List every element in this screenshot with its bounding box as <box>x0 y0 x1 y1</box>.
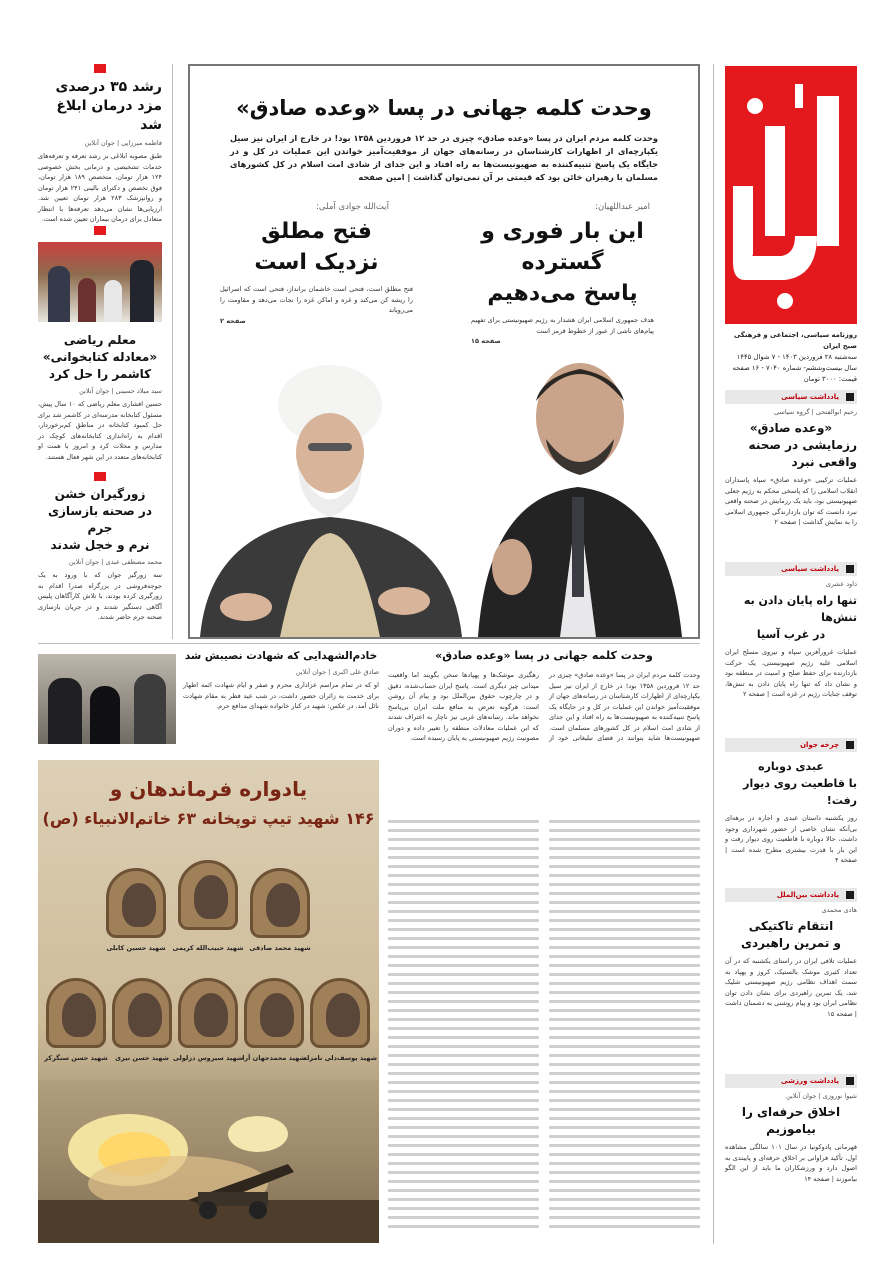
mourn-story[interactable] <box>38 648 379 748</box>
section-header: یادداشت سیاسی <box>725 390 857 404</box>
headline: وحدت کلمه جهانی در پسا «وعده صادق» <box>435 649 653 662</box>
martyr-portrait <box>250 868 310 938</box>
martyr-name: شهید حسن نیری <box>115 1054 169 1062</box>
memorial-poster[interactable] <box>38 760 379 1243</box>
article-body: سه زورگیر جوان که با ورود به یک جوجه‌فروشی در بزرگراه صدرا اقدام به زورگیری کرده بودند، با تلاش کارآگاهان پلیس آگاهی دستگیر شدند و در جریان بازسازی صحنه جرم حاضر شدند. <box>38 571 162 621</box>
row-rule <box>38 643 700 644</box>
right-section-2 <box>725 562 857 738</box>
headline-line: در صحنه بازسازی جرم <box>48 504 152 535</box>
issue-number: سال بیست‌وششم- شماره ۷۰۴۰ - ۱۶ صفحه <box>732 364 857 372</box>
author: هادی محمدی <box>821 906 857 914</box>
headline-line: معلم ریاضی <box>63 333 137 347</box>
column-rule <box>172 64 173 639</box>
martyr-name: شهید محمد صادقی <box>249 944 311 952</box>
article-body: روز یکشنبه داستان عبدی و اجاره در برهه‌ای بی‌آنکه نشان خاصی از حضور شهرداری وجود داشت، حالا دوباره با قاطعیت روی دیوار رفت و این بار با قدرت بیشتری مطرح شده است | صفحه ۴ <box>725 814 857 864</box>
headline-line: اخلاق حرفه‌ای را <box>741 1105 841 1119</box>
poster-title-line: یادواره فرماندهان و <box>109 777 308 801</box>
author: فاطمه میرزایی | جوان آنلاین <box>84 139 162 147</box>
article-body: او که در تمام مراسم عزاداری محرم و صفر و ایام شهادت ائمه اطهار برای خدمت به زائران حضور داشت، در شب عید فطر به مقام شهادت نائل آمد. در عکس: شهید در کنار خانواده شهدای مدافع حرم. <box>183 681 379 710</box>
minister-illustration <box>468 347 698 637</box>
story-title <box>445 216 680 309</box>
martyr-portrait <box>310 978 370 1048</box>
martyr-name: شهید حسین کابلی <box>106 944 166 952</box>
section-header: یادداشت بین‌الملل <box>725 888 857 902</box>
headline[interactable] <box>725 918 857 952</box>
author: محمد مصطفی عبدی | جوان آنلاین <box>68 558 162 566</box>
left-column <box>38 64 162 636</box>
page-ref[interactable]: صفحه ۲ <box>220 316 246 325</box>
poster-title-line: ۱۴۶ شهید تیپ توپخانه ۶۳ خاتم‌الانبیاء (ص) <box>42 809 375 828</box>
martyr-portrait <box>112 978 172 1048</box>
main-feature-box <box>188 64 700 639</box>
poster-title <box>38 774 379 834</box>
headline[interactable] <box>725 420 857 471</box>
left-story-2[interactable] <box>38 242 162 472</box>
masthead-logo <box>725 66 857 324</box>
headline[interactable] <box>725 758 857 809</box>
cleric-illustration <box>190 357 470 637</box>
martyr-portrait <box>244 978 304 1048</box>
headline <box>38 332 162 383</box>
right-column <box>725 390 857 1244</box>
martyr-portrait <box>178 860 238 930</box>
tagline: روزنامه سیاسی، اجتماعی و فرهنگی صبح ایران <box>734 331 857 350</box>
headline-line: «معادله کتابخوانی» <box>42 350 158 364</box>
story-kicker: آیت‌الله جوادی آملی: <box>316 202 389 212</box>
section-header: چرخه جوان <box>725 738 857 752</box>
author: داود عشری <box>825 580 857 588</box>
headline: رشد ۳۵ درصدی مزد درمان ابلاغ شد <box>55 79 162 133</box>
article-body: طبق مصوبه ابلاغی بر رشد تعرفه و تعرفه‌های خدمات تشخیصی و درمانی بخش خصوصی ۱۲۴ هزار تومان، متخصص ۱۸۹ هزار تومان، فوق تخصص و دکترای بالینی ۲۴۱ هزار تومان و روانپزشک ۲۸۳ هزار تومان تعیین شد. ارزیابی‌ها نشان می‌دهد تعرفه‌ها با انتظار متعادل برای درمان بیماران تعیین شده است. <box>38 152 162 223</box>
page-ref[interactable]: صفحه ۱۵ <box>471 337 501 345</box>
martyr-portrait <box>178 978 238 1048</box>
story-kicker: امیر عبداللهیان: <box>595 202 650 212</box>
library-photo <box>38 242 162 322</box>
headline-line: کاشمر را حل کرد <box>48 367 152 381</box>
main-lead: وحدت کلمه مردم ایران در پسا «وعده صادق» چیزی در حد ۱۲ فروردین ۱۳۵۸ بود! در خارج از ایران نیز سیل یکپارچه‌ای از اظهارات کارشناسان در رسانه‌های جهان از موفقیت‌آمیز خواندن این عملیات در کل و در جایگاه یک پاسخ تنبیه‌کننده به صهیونیست‌ها به راه افتاد و این جدای از شادی امت اسلام در کل کشورهای مسلمان با رهبران خائن بود که قیمتی بر آن نمی‌توان گذاشت | امین صفحه <box>230 133 658 182</box>
headline[interactable] <box>725 1104 857 1138</box>
story-body: فتح مطلق است، فتحی است خاشمان برانداز، فتحی است که اسرائیل را ریشه کن می‌کند و غزه و اماکن غزه را نجات می‌دهد و مقاومت را می‌رویاند <box>220 285 413 314</box>
author: سید میلاد حسینی | جوان آنلاین <box>79 387 162 395</box>
masthead-info <box>725 330 857 385</box>
main-article-continued[interactable] <box>388 648 700 1243</box>
story-title-line: این بار فوری و گسترده <box>481 219 644 275</box>
column-rule <box>713 64 714 1244</box>
text-lines <box>388 820 539 1240</box>
martyr-name: شهید سیروس دزلولی <box>172 1054 244 1062</box>
photo-minister <box>468 347 698 637</box>
author: شیوا نوروزی | جوان آنلاین <box>786 1092 857 1100</box>
author: صادق علی اکبری | جوان آنلاین <box>295 668 379 676</box>
martyr-name: شهید حسن سنگرکر <box>44 1054 108 1062</box>
section-header: یادداشت سیاسی <box>725 562 857 576</box>
section-header: یادداشت ورزشی <box>725 1074 857 1088</box>
headline-line: و تمرین راهبردی <box>741 936 841 950</box>
mourn-text <box>183 648 379 712</box>
right-section-5 <box>725 1074 857 1244</box>
story-title <box>204 216 429 278</box>
headline-line: بیاموزیم <box>766 1122 816 1136</box>
headline-line: در غرب آسیا <box>756 628 826 641</box>
right-section-1 <box>725 390 857 562</box>
story-body: هدف جمهوری اسلامی ایران هشدار به رژیم صهیونیستی برای تفهیم پیام‌های ناشی از عبور از خطوط قرمز است <box>471 316 654 335</box>
text-lines <box>549 820 700 1240</box>
article-body: عملیات ترکیبی «وعده صادق» سپاه پاسداران انقلاب اسلامی را که پاسخی محکم به رژیم جعلی صهیونیستی بود، باید یک رزمایش در صحنه واقعی نبرد دانست که توان بازدارندگی جمهوری اسلامی را به نمایش گذاشت | صفحه ۲ <box>725 476 857 526</box>
text-filler <box>388 820 700 1240</box>
headline-line: عبدی دوباره <box>758 760 824 773</box>
headline[interactable] <box>725 592 857 643</box>
story-amir-abdollahian[interactable] <box>445 202 680 347</box>
headline-line: زورگیران خشن <box>54 487 146 501</box>
story-title-line: پاسخ می‌دهیم <box>487 281 638 306</box>
right-section-3 <box>725 738 857 888</box>
left-story-1[interactable] <box>38 78 162 226</box>
martyr-portrait <box>46 978 106 1048</box>
headline-line: «وعده صادق» <box>749 421 833 435</box>
headline: خادم‌الشهدایی که شهادت نصیبش شد <box>184 650 378 662</box>
headline-line: با قاطعیت روی دیوار رفت! <box>743 777 857 807</box>
headline-line: نرم و خجل شدند <box>50 538 150 552</box>
article-body: وحدت کلمه مردم ایران در پسا «وعده صادق» چیزی در حد ۱۲ فروردین ۱۳۵۸ بود! در خارج از ایران نیز سیل یکپارچه‌ای از اظهارات کارشناسان در رسانه‌های جهان از موفقیت‌آمیز خواندن این عملیات در کل و در جایگاه یک پاسخ تنبیه‌کننده به صهیونیست‌ها به راه افتاد و این جدای از شادی امت اسلام در کل کشورهای مسلمان است. صهیونیست‌ها شاید بتوانند در فضای تبلیغاتی خود از رهگیری موشک‌ها و پهپادها سخن بگویند اما واقعیت میدانی چیز دیگری است. پاسخ ایران حساب‌شده، دقیق و در چارچوب حقوق بین‌الملل بود و پیام آن روشن است: هرگونه تعرض به منافع ملت ایران بی‌پاسخ نخواهد ماند. رسانه‌های غربی نیز ناچار به اعتراف شدند که این عملیات معادلات منطقه را تغییر داده و دوران مصونیت رژیم صهیونیستی به پایان رسیده است. <box>388 671 700 742</box>
logo-mark <box>725 66 857 324</box>
martyr-name: شهید یوسف‌دلی نامزله <box>303 1054 377 1062</box>
author: رحیم ابوالفتحی | گروه سیاسی <box>774 408 857 416</box>
headline-line: انتقام تاکتیکی <box>748 919 834 933</box>
story-title-line: فتح مطلق <box>261 219 372 244</box>
martyr-name: شهید حبیب‌الله کریمی <box>172 944 244 952</box>
article-body: قهرمانی پادوکونیا در سال ۱۰۱ سالگی مشاهده اول، تأکید فراوانی بر اخلاق حرفه‌ای و پایبندی به اصول دارد و ورزشکاران ما باید از این الگو بیاموزند | صفحه ۱۴ <box>725 1143 857 1183</box>
section-divider <box>38 64 162 74</box>
mourn-photo <box>38 654 176 744</box>
headline-line: رزمایشی در صحنه واقعی نبرد <box>748 438 857 469</box>
section-divider <box>38 226 162 236</box>
photo-cleric <box>190 357 470 637</box>
story-javadi-amoli[interactable] <box>204 202 429 326</box>
issue-date: سه‌شنبه ۲۸ فروردین ۱۴۰۳ - ۷ شوال ۱۴۴۵ <box>736 353 857 361</box>
artillery-scene <box>38 1080 379 1243</box>
martyr-portrait <box>106 868 166 938</box>
article-body: عملیات تلافی ایران در راستای یکشنبه که در آن تعداد کثیری موشک بالستیک، کروز و پهپاد به سمت اهداف نظامی رژیم صهیونیستی شلیک شد، یک تمرین راهبردی برای نشان دادن توان نظامی ایران بود و پیام روشنی به دشمنان داشت | صفحه ۱۵ <box>725 957 857 1018</box>
article-body: عملیات غرور‌آفرین سپاه و نیروی مسلح ایران اسلامی علیه رژیم صهیونیستی، یک حرکت بازدارنده برای حفظ صلح و امنیت در منطقه بود و نشان داد که تنها راه پایان دادن به تنش‌ها، توقف جنایات رژیم در غزه است | صفحه ۲ <box>725 648 857 698</box>
main-headline[interactable]: وحدت کلمه جهانی در پسا «وعده صادق» <box>236 96 652 120</box>
right-section-4 <box>725 888 857 1074</box>
left-story-3[interactable] <box>38 486 162 636</box>
headline-line: تنها راه پایان دادن به تنش‌ها <box>743 594 857 624</box>
martyr-name: شهید محمدجهان آرا <box>242 1054 306 1062</box>
story-title-line: نزدیک است <box>254 250 379 275</box>
issue-price: قیمت: ۳۰۰۰ تومان <box>803 375 857 383</box>
article-body: حسین افشاری معلم ریاضی که ۱۰ سال پیش، مسئول کتابخانه مدرسه‌ای در کاشمر شد برای حل کمبود کتابخانه در مناطق کم‌برخوردار، اقدام به راه‌اندازی کتابخانه‌های کوچک در مدارس و محلات کرد و امروز با همت او کتابخانه‌های متعدد در این شهر فعال هستند. <box>38 400 163 461</box>
headline <box>38 486 162 554</box>
section-divider <box>38 472 162 482</box>
